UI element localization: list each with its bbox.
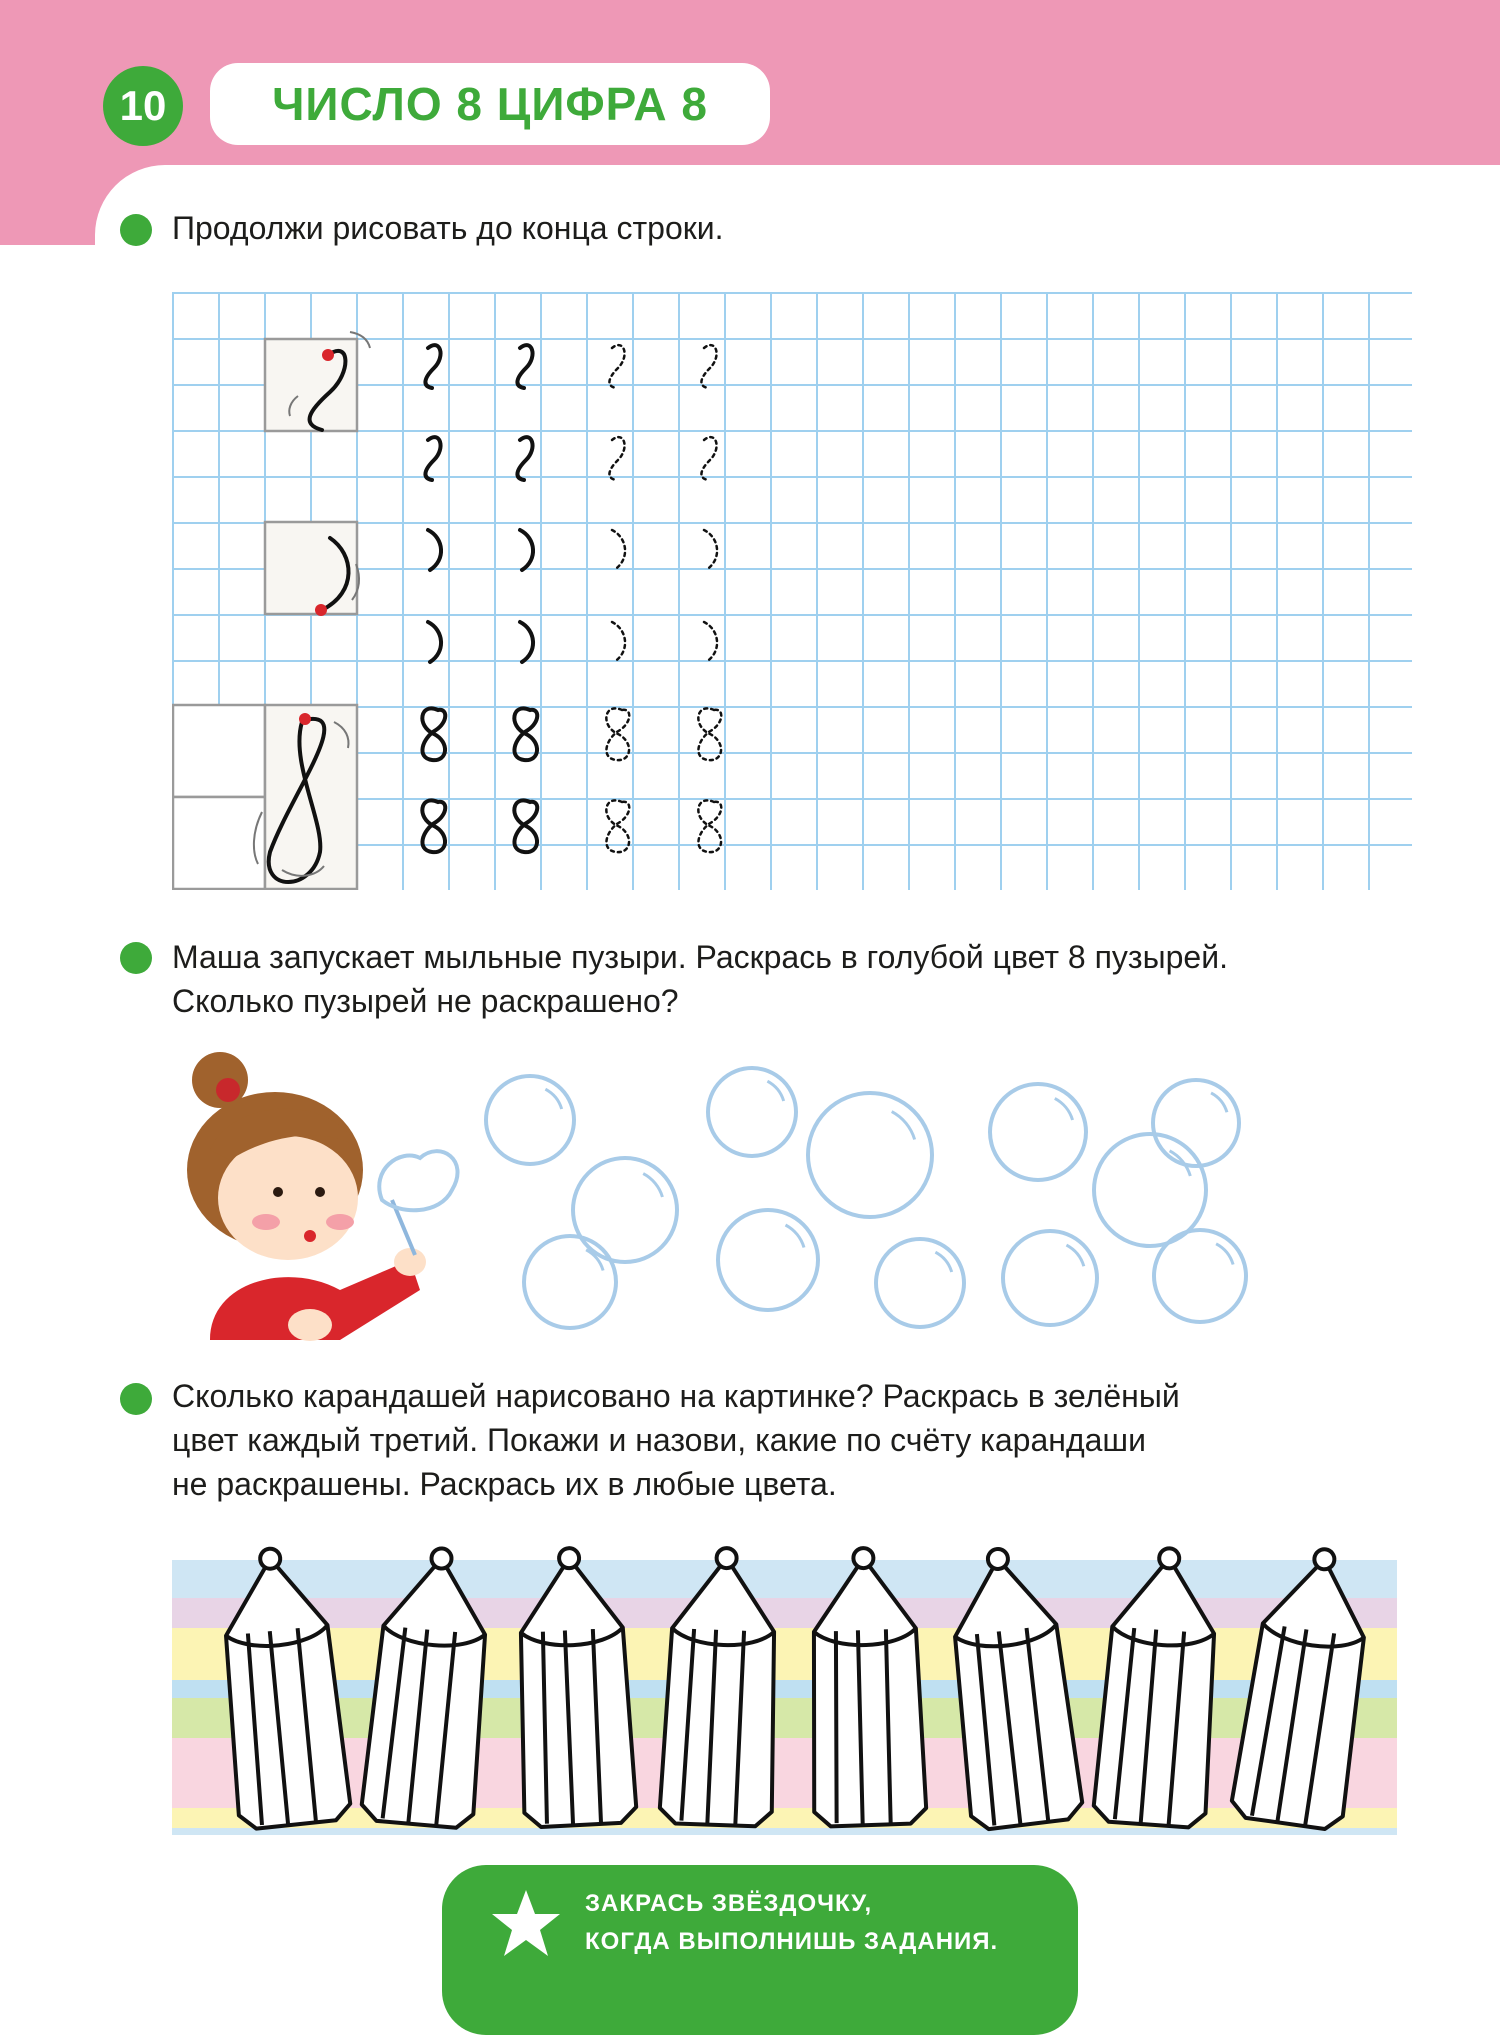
star-icon[interactable]: [490, 1888, 562, 1960]
task-1-text: Продолжи рисовать до конца строки.: [172, 210, 724, 246]
soap-bubble[interactable]: [990, 1084, 1086, 1180]
task-3-text: Сколько карандашей нарисовано на картинке? Раскрась в зелёный цвет каждый третий. Покажи и назови, какие по счёту карандаши не раскрашены. Раскрась их в любые цвета.: [172, 1378, 1180, 1502]
solid-example-glyph: [520, 530, 533, 570]
start-dot: [322, 349, 334, 361]
solid-example-glyph: [428, 622, 441, 662]
footer-line-2: КОГДА ВЫПОЛНИШЬ ЗАДАНИЯ.: [585, 1928, 999, 1955]
sample-box-empty-top: [173, 705, 265, 797]
solid-example-glyph: [517, 345, 532, 388]
soap-bubble[interactable]: [486, 1076, 574, 1164]
tracing-grid[interactable]: [172, 292, 1412, 890]
task-2-text: Маша запускает мыльные пузыри. Раскрась в голубой цвет 8 пузырей. Сколько пузырей не раскрашено?: [172, 939, 1228, 1019]
start-dot: [299, 713, 311, 725]
soap-bubble[interactable]: [876, 1239, 964, 1327]
dotted-tracing-glyph[interactable]: [609, 437, 624, 480]
start-dot: [315, 604, 327, 616]
task-bullet-2: [120, 942, 152, 974]
task-bullet-3: [120, 1383, 152, 1415]
page-number: 10: [103, 66, 183, 146]
soap-bubble[interactable]: [1094, 1134, 1206, 1246]
task-bullet-1: [120, 214, 152, 246]
soap-bubble[interactable]: [1154, 1230, 1246, 1322]
solid-example-glyph: [425, 437, 440, 480]
dotted-tracing-glyph[interactable]: [609, 345, 624, 388]
dotted-tracing-glyph[interactable]: [612, 622, 625, 662]
soap-bubble[interactable]: [718, 1210, 818, 1310]
soap-bubble[interactable]: [708, 1068, 796, 1156]
dotted-tracing-glyph[interactable]: [704, 530, 717, 570]
solid-example-glyph: [517, 437, 532, 480]
page-title: ЧИСЛО 8 ЦИФРА 8: [210, 63, 770, 145]
dotted-tracing-glyph[interactable]: [612, 530, 625, 570]
girl-illustration: [187, 1052, 458, 1341]
solid-example-glyph: [520, 622, 533, 662]
footer-text: [585, 1885, 1065, 1961]
soap-bubble[interactable]: [524, 1236, 616, 1328]
solid-example-glyph: [428, 530, 441, 570]
footer-line-1: ЗАКРАСЬ ЗВЁЗДОЧКУ,: [585, 1890, 873, 1917]
soap-bubble[interactable]: [808, 1093, 932, 1217]
dotted-tracing-glyph[interactable]: [701, 345, 716, 388]
pencils-picture[interactable]: [172, 1545, 1397, 1835]
solid-example-glyph: [425, 345, 440, 388]
soap-bubble[interactable]: [573, 1158, 677, 1262]
bubbles-scene: [170, 1040, 1350, 1360]
dotted-tracing-glyph[interactable]: [701, 437, 716, 480]
sample-box-empty-bottom: [173, 797, 265, 889]
soap-bubble[interactable]: [1003, 1231, 1097, 1325]
sample-box-arc: [265, 522, 357, 614]
soap-bubble[interactable]: [1153, 1080, 1239, 1166]
dotted-tracing-glyph[interactable]: [704, 622, 717, 662]
